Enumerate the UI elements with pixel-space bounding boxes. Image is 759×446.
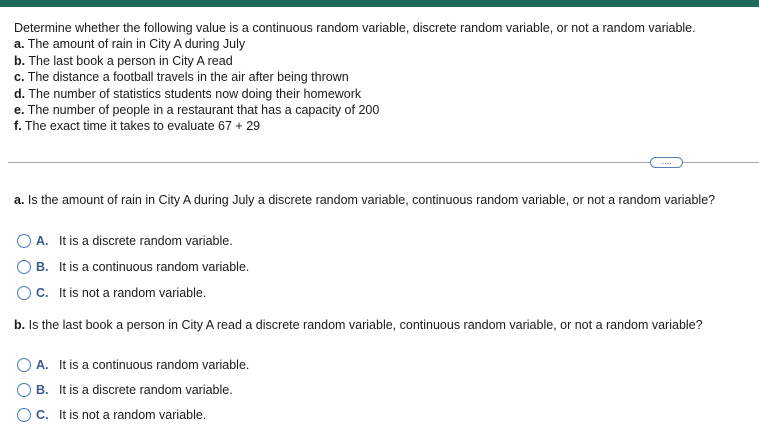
section-divider: [8, 162, 759, 163]
prompt-item: [14, 102, 744, 118]
option-letter: A.: [36, 234, 49, 248]
problem-statement: [14, 20, 744, 135]
option-letter: C.: [36, 286, 49, 300]
radio-button[interactable]: [17, 408, 31, 422]
header-bar: [0, 0, 759, 7]
expand-button[interactable]: [650, 157, 683, 168]
prompt-item-text: The amount of rain in City A during July: [27, 37, 246, 52]
prompt-item: [14, 53, 744, 69]
option-text: It is a discrete random variable.: [59, 234, 233, 248]
ellipsis-icon: ....: [661, 155, 672, 166]
question-a-option-b[interactable]: [17, 259, 249, 275]
prompt-item-text: The last book a person in City A read: [28, 53, 233, 68]
option-text: It is a discrete random variable.: [59, 383, 233, 397]
radio-button[interactable]: [17, 358, 31, 372]
question-letter: b.: [14, 318, 26, 332]
prompt-item: [14, 86, 744, 102]
question-a: [14, 193, 715, 207]
question-b: [14, 318, 703, 332]
question-b-option-c[interactable]: [17, 407, 206, 423]
option-letter: C.: [36, 408, 49, 422]
question-letter: a.: [14, 193, 25, 207]
radio-button[interactable]: [17, 234, 31, 248]
prompt-item-letter: f.: [14, 119, 22, 134]
prompt-item-letter: b.: [14, 53, 26, 68]
option-letter: B.: [36, 260, 49, 274]
option-letter: B.: [36, 383, 49, 397]
prompt-item-text: The distance a football travels in the air after being thrown: [27, 70, 349, 85]
prompt-item-letter: c.: [14, 70, 25, 85]
radio-button[interactable]: [17, 286, 31, 300]
question-b-option-a[interactable]: [17, 357, 249, 373]
question-a-option-a[interactable]: [17, 233, 233, 249]
option-text: It is not a random variable.: [59, 408, 207, 422]
prompt-item: [14, 69, 744, 85]
question-b-option-b[interactable]: [17, 382, 233, 398]
prompt-item-text: The number of people in a restaurant that has a capacity of 200: [27, 103, 380, 118]
prompt-item-letter: d.: [14, 86, 26, 101]
prompt-item-text: The exact time it takes to evaluate 67 + 29: [24, 119, 261, 134]
prompt-item-letter: a.: [14, 37, 25, 52]
prompt-item-text: The number of statistics students now doing their homework: [28, 86, 362, 101]
option-text: It is a continuous random variable.: [59, 260, 250, 274]
radio-button[interactable]: [17, 260, 31, 274]
problem-intro: Determine whether the following value is a continuous random variable, discrete random variable, or not a random variable.: [14, 21, 696, 35]
prompt-item-letter: e.: [14, 103, 25, 118]
prompt-item: [14, 118, 744, 134]
question-text: Is the last book a person in City A read a discrete random variable, continuous random variable, or not a random variable?: [28, 318, 703, 332]
question-a-option-c[interactable]: [17, 285, 206, 301]
prompt-item: [14, 36, 744, 52]
option-letter: A.: [36, 358, 49, 372]
radio-button[interactable]: [17, 383, 31, 397]
option-text: It is not a random variable.: [59, 286, 207, 300]
question-text: Is the amount of rain in City A during July a discrete random variable, continuous random variable, or not a random variable?: [27, 193, 716, 207]
option-text: It is a continuous random variable.: [59, 358, 250, 372]
